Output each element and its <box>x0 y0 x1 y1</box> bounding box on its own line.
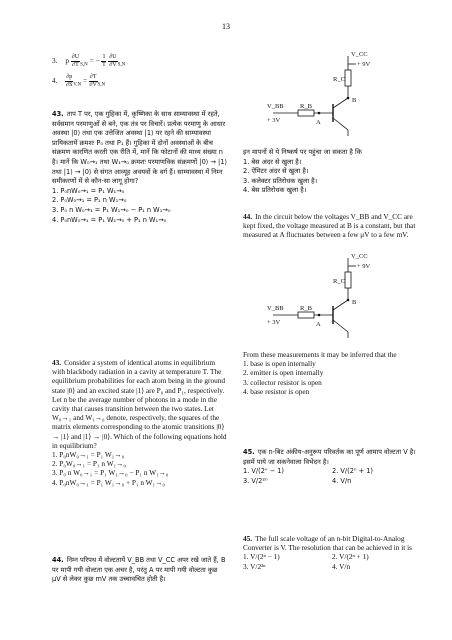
fraction: $\frac{\partial p}{\partial S}$ <box>66 74 73 88</box>
question-number: 44. <box>243 212 253 221</box>
label-rc: R_C <box>333 278 345 285</box>
subscript: S,N <box>117 62 126 68</box>
answer-option: 2. emitter is open internally <box>243 368 324 378</box>
collector-resistor <box>345 272 351 288</box>
question-text: इन मापनों से ये निष्कर्ष पर पहुंचा जा सकता है कि <box>243 148 362 156</box>
equals-sign: = − <box>89 56 100 66</box>
fraction: $\frac{\partial U}{\partial T}$ <box>71 54 80 68</box>
answer-option: 4. बेस प्रतिरोधक खुला है। <box>243 186 307 195</box>
node-a <box>318 112 321 115</box>
option-number: 4. <box>52 76 58 86</box>
question-44-english <box>243 212 421 240</box>
question-text: In the circuit below the voltages V_BB and V_CC are kept fixed, the voltage measured at B is a constant, but that measured at A fluctuates between a few μV to a few mV. <box>243 212 416 240</box>
base-resistor <box>298 110 314 116</box>
label-a: A <box>316 119 321 126</box>
question-text: निम्न परिपथ में वोल्टतायें V_BB तथा V_CC अपर रखे जाते हैं, B पर मापी गयी वोल्टता एक अचर है, परंतु A पर मापी गयी वोल्टता कुछ μV से लेकर कुछ mV तक उच्चावचित होती है। <box>52 556 226 584</box>
base-resistor <box>298 312 314 318</box>
transistor-circuit-diagram <box>253 50 403 140</box>
answer-option: 1. P₀nW₀→₁ = P₁ W₁→₀ <box>52 186 125 195</box>
answer-option: 4. P₀nW₀→₁ = P₁ W₁→₀ + P₁ n W₁→₀ <box>52 477 165 487</box>
transistor-circuit-diagram-2 <box>253 252 403 342</box>
page-number: 13 <box>222 22 230 31</box>
question-text: एक n-बिट अंकीय-अनुरूप परिवर्तक का पूर्ण आमाप वोल्टता V है। इसमें पाये जा सकनेवाला विभेदन है। <box>243 448 416 466</box>
option-4-thermo <box>52 74 228 90</box>
answer-option: 2. P₀W₀→₁ = P₁ n W₁→₀ <box>52 196 127 205</box>
subscript: S,N <box>97 82 106 88</box>
answer-option: 4. P₀nW₀→₁ = P₁ W₁→₀ + P₁ n W₁→₀ <box>52 215 167 224</box>
question-43-english <box>52 358 228 487</box>
fraction: $\frac{1}{T}$ <box>102 54 106 68</box>
answer-option: 2. ऐमिटर अंदर से खुला है। <box>243 167 309 176</box>
question-number: 43. <box>52 358 62 367</box>
label-vbb: V_BB <box>267 305 284 312</box>
question-text: From these measurements it may be inferred that the <box>243 350 397 359</box>
answer-option: 4. V/n <box>332 476 352 485</box>
equals-sign: = <box>82 76 88 86</box>
expr-lhs: p <box>65 56 69 66</box>
question-44-hindi-continued <box>243 148 421 196</box>
label-9v: + 9V <box>357 263 371 270</box>
fraction: $\frac{\partial U}{\partial V}$ <box>109 54 117 68</box>
answer-option: 1. V/(2ⁿ − 1) <box>243 552 280 562</box>
question-number: 43. <box>52 110 64 118</box>
question-44-hindi <box>52 556 228 585</box>
answer-option: 3. कलेक्टर प्रतिरोधक खुला है। <box>243 176 318 185</box>
answer-option: 2. V/(2ⁿ + 1) <box>332 467 373 476</box>
question-text: The full scale voltage of an n-bit Digital-to-Analog Converter is V. The resolution that can be achieved in it is <box>243 534 413 553</box>
answer-option: 4. V/n <box>332 561 351 571</box>
collector-resistor <box>345 70 351 86</box>
label-rb: R_B <box>300 103 312 110</box>
answer-option: 3. V/2²ⁿ <box>243 561 266 571</box>
answer-option: 1. बेस अंदर से खुला है। <box>243 157 302 166</box>
question-text: ताप T पर, एक गुहिका में, कृष्णिका के साथ साम्यावस्था में रहते, सर्वसमान परमाणुओं से बने, एक तंत्र पर विचारें। प्रत्येक परमाणु के आधार अवस्था |0⟩ तथा एक उत्तेजित अवस्था |1⟩ पर रहने की साम्यावस्था प्रायिकतायें क्रमशः P₀ तथा P₁ हैं। गुहिका में दोनों अवस्थाओं के बीच संक्रमण कारणित करती एक रीति में, मानें कि फोटानों की माध्य संख्या n है। मानें कि W₀→₁ तथा W₁→₀ क्रमशः परमाणविक संक्रमणों |0⟩ → |1⟩ तथा |1⟩ → |0⟩ से संगत आव्यूह अवयवों के वर्ग हैं। साम्यावस्था में निम्न समीकरणों में से कौन-सा लागू होगा? <box>52 110 228 186</box>
label-rc: R_C <box>333 76 345 83</box>
label-rb: R_B <box>300 305 312 312</box>
question-45-hindi <box>243 448 421 486</box>
fraction: $\frac{\partial T}{\partial V}$ <box>89 74 97 88</box>
question-number: 45. <box>243 448 255 456</box>
question-45-english <box>243 534 421 571</box>
label-vcc: V_CC <box>351 51 368 58</box>
label-9v: + 9V <box>357 61 371 68</box>
question-number: 44. <box>52 556 64 564</box>
label-b: B <box>352 299 357 306</box>
collector-lead <box>333 98 348 108</box>
answer-option: 3. P₀ n W₀→₁ = P₁ W₁→₀ − P₁ n W₁→₀ <box>52 468 169 478</box>
answer-option: 3. P₀ n W₀→₁ = P₁ W₁→₀ − P₁ n W₁→₀ <box>52 205 171 214</box>
option-3-thermo <box>52 54 228 70</box>
label-a: A <box>316 321 321 328</box>
answer-option: 4. base resistor is open <box>243 386 310 396</box>
option-number: 3. <box>52 56 58 66</box>
answer-option: 2. V/(2ⁿ + 1) <box>332 552 369 562</box>
label-3v: + 3V <box>267 117 281 124</box>
question-43-hindi <box>52 110 228 225</box>
question-number: 45. <box>243 534 253 543</box>
answer-option: 1. P₀nW₀→₁ = P₁ W₁→₀ <box>52 450 125 460</box>
subscript: S,N <box>80 62 88 68</box>
label-vbb: V_BB <box>267 103 284 110</box>
answer-option: 1. base is open internally <box>243 359 316 369</box>
label-b: B <box>352 97 357 104</box>
node-a <box>318 314 321 317</box>
answer-option: 2. P₀W₀→₁ = P₁ n W₁→₀ <box>52 459 126 469</box>
subscript: V,N <box>73 82 82 88</box>
answer-option: 3. V/2²ⁿ <box>243 476 268 485</box>
question-44-english-continued <box>243 350 421 396</box>
label-3v: + 3V <box>267 319 281 326</box>
answer-option: 3. collector resistor is open <box>243 377 322 387</box>
question-text: Consider a system of identical atoms in equilibrium with blackbody radiation in a cavity at temperature T. The equilibrium probabilities for each atom being in the ground state |0⟩ and an excited state |1⟩ are P₀ and P₁, respectively. Let n be the average number of photons in a mode in the cavity that causes transition between the two states. Let W₀→₁ and W₁→₀ denote, respectively, the squares of the matrix elements corresponding to the atomic transitions |0⟩ → |1⟩ and |1⟩ → |0⟩. Which of the following equations hold in equilibrium? <box>52 358 227 450</box>
label-vcc: V_CC <box>351 253 368 260</box>
emitter-lead <box>333 118 348 130</box>
answer-option: 1. V/(2ⁿ − 1) <box>243 467 284 476</box>
